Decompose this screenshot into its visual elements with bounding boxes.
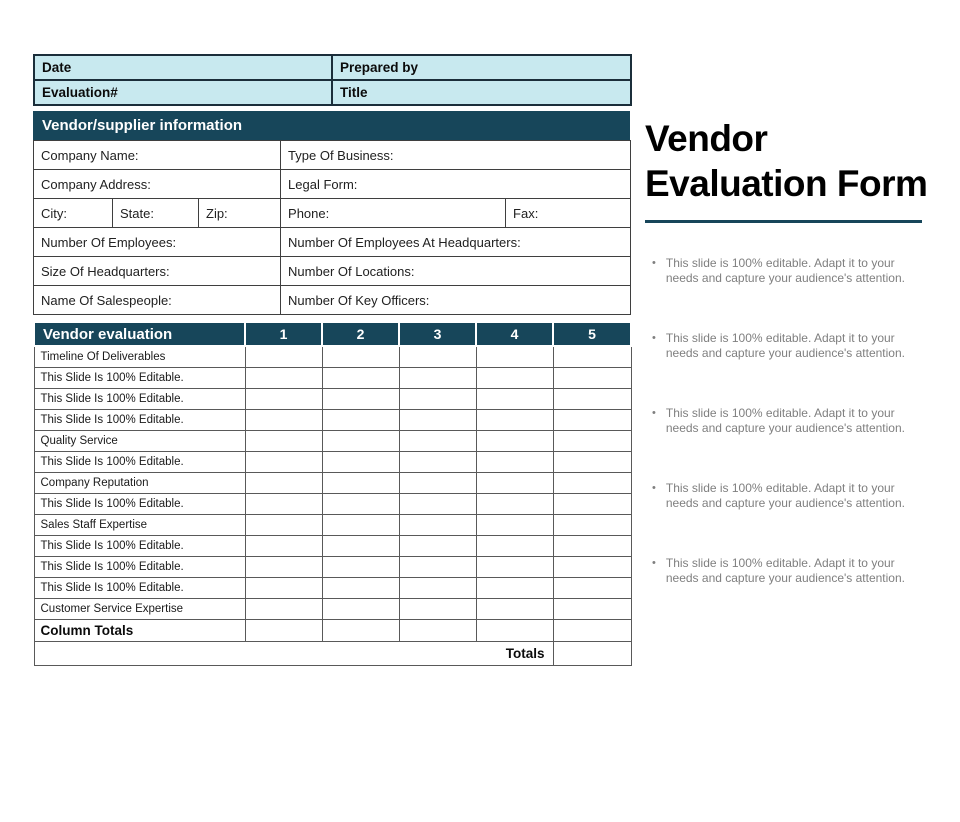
score-cell[interactable] [553,556,631,577]
number-of-key-officers-field[interactable]: Number Of Key Officers: [281,286,631,315]
bullet-list [645,256,945,585]
score-cell[interactable] [245,451,322,472]
score-cell[interactable] [245,514,322,535]
score-cell[interactable] [322,346,399,367]
score-cell[interactable] [245,346,322,367]
score-cell[interactable] [476,514,553,535]
prepared-by-field[interactable]: Prepared by [332,55,631,80]
column-totals-label: Column Totals [34,619,245,641]
bullet-dot-icon: • [652,332,656,344]
score-cell[interactable] [399,514,476,535]
vendor-form-panel [33,54,630,666]
score-column-header-4: 4 [476,322,553,346]
score-cell[interactable] [553,577,631,598]
score-cell[interactable] [322,451,399,472]
score-cell[interactable] [553,346,631,367]
score-cell[interactable] [245,493,322,514]
score-cell[interactable] [322,577,399,598]
score-cell[interactable] [476,388,553,409]
totals-label: Totals [34,641,553,665]
city-field[interactable]: City: [34,199,113,228]
criterion-label: This Slide Is 100% Editable. [34,535,245,556]
vendor-info-section-header: Vendor/supplier information [33,111,630,140]
score-column-header-2: 2 [322,322,399,346]
score-cell[interactable] [553,535,631,556]
bullet-item [645,556,945,585]
criterion-label: This Slide Is 100% Editable. [34,577,245,598]
table-row [34,55,631,80]
criterion-label: Sales Staff Expertise [34,514,245,535]
criterion-label: Company Reputation [34,472,245,493]
bullet-dot-icon: • [652,257,656,269]
vendor-evaluation-title: Vendor evaluation [34,322,245,346]
score-column-header-3: 3 [399,322,476,346]
company-address-field[interactable]: Company Address: [34,170,281,199]
score-cell[interactable] [399,598,476,619]
score-cell[interactable] [322,430,399,451]
bullet-text: This slide is 100% editable. Adapt it to your needs and capture your audience's attention. [665,481,905,510]
sidebar [645,116,945,585]
criterion-row [34,346,631,367]
score-cell[interactable] [399,367,476,388]
criterion-label: This Slide Is 100% Editable. [34,493,245,514]
table-row [34,199,631,228]
date-field[interactable]: Date [34,55,332,80]
score-cell[interactable] [553,598,631,619]
bullet-item [645,406,945,435]
number-of-employees-field[interactable]: Number Of Employees: [34,228,281,257]
score-column-header-5: 5 [553,322,631,346]
score-cell[interactable] [476,535,553,556]
bullet-text: This slide is 100% editable. Adapt it to your needs and capture your audience's attention. [665,256,905,285]
table-row [34,257,631,286]
page-title: Vendor Evaluation Form [645,118,928,204]
type-of-business-field[interactable]: Type Of Business: [281,141,631,170]
score-cell[interactable] [245,472,322,493]
criterion-row [34,451,631,472]
score-cell[interactable] [322,367,399,388]
criterion-row [34,367,631,388]
score-cell[interactable] [476,556,553,577]
score-cell[interactable] [399,430,476,451]
score-cell[interactable] [322,598,399,619]
criterion-label: This Slide Is 100% Editable. [34,388,245,409]
score-cell[interactable] [553,430,631,451]
criterion-row [34,409,631,430]
score-cell[interactable] [553,388,631,409]
score-cell[interactable] [399,577,476,598]
bullet-text: This slide is 100% editable. Adapt it to your needs and capture your audience's attention. [665,331,905,360]
score-cell[interactable] [245,535,322,556]
evaluation-header-row [34,322,631,346]
bullet-dot-icon: • [652,557,656,569]
score-cell[interactable] [399,388,476,409]
fax-field[interactable]: Fax: [506,199,631,228]
header-info-table [33,54,632,106]
phone-field[interactable]: Phone: [281,199,506,228]
score-cell[interactable] [245,367,322,388]
criterion-row [34,535,631,556]
title-underline [645,220,922,223]
criterion-row [34,472,631,493]
criterion-label: This Slide Is 100% Editable. [34,367,245,388]
column-total-cell[interactable] [553,619,631,641]
score-cell[interactable] [476,367,553,388]
bullet-dot-icon: • [652,482,656,494]
score-cell[interactable] [399,472,476,493]
score-cell[interactable] [245,430,322,451]
score-cell[interactable] [399,409,476,430]
bullet-text: This slide is 100% editable. Adapt it to your needs and capture your audience's attention. [665,556,905,585]
score-cell[interactable] [553,493,631,514]
score-cell[interactable] [399,451,476,472]
score-cell[interactable] [245,577,322,598]
vendor-info-table [33,140,631,315]
score-cell[interactable] [322,409,399,430]
criterion-row [34,388,631,409]
criterion-row [34,514,631,535]
score-cell[interactable] [476,598,553,619]
table-row [34,228,631,257]
criterion-label: This Slide Is 100% Editable. [34,409,245,430]
grand-total-cell[interactable] [553,641,631,665]
criterion-label: This Slide Is 100% Editable. [34,556,245,577]
criterion-row [34,430,631,451]
size-of-headquarters-field[interactable]: Size Of Headquarters: [34,257,281,286]
employees-at-headquarters-field[interactable]: Number Of Employees At Headquarters: [281,228,631,257]
legal-form-field[interactable]: Legal Form: [281,170,631,199]
score-cell[interactable] [553,409,631,430]
criterion-label: Customer Service Expertise [34,598,245,619]
score-cell[interactable] [245,388,322,409]
table-row [34,80,631,105]
score-cell[interactable] [476,346,553,367]
score-cell[interactable] [476,451,553,472]
score-cell[interactable] [245,409,322,430]
evaluation-number-field[interactable]: Evaluation# [34,80,332,105]
bullet-text: This slide is 100% editable. Adapt it to your needs and capture your audience's attention. [665,406,905,435]
grand-totals-row [34,641,631,665]
score-cell[interactable] [476,472,553,493]
bullet-item [645,256,945,285]
score-cell[interactable] [399,346,476,367]
criterion-label: This Slide Is 100% Editable. [34,451,245,472]
score-cell[interactable] [322,514,399,535]
bullet-dot-icon: • [652,407,656,419]
criterion-row [34,556,631,577]
company-name-field[interactable]: Company Name: [34,141,281,170]
score-cell[interactable] [322,493,399,514]
score-cell[interactable] [245,598,322,619]
criterion-label: Quality Service [34,430,245,451]
bullet-item [645,331,945,360]
criterion-label: Timeline Of Deliverables [34,346,245,367]
score-cell[interactable] [553,367,631,388]
criterion-row [34,493,631,514]
score-cell[interactable] [476,409,553,430]
score-cell[interactable] [553,514,631,535]
column-total-cell[interactable] [399,619,476,641]
score-cell[interactable] [399,493,476,514]
score-cell[interactable] [245,556,322,577]
criterion-row [34,577,631,598]
score-cell[interactable] [322,472,399,493]
title-field[interactable]: Title [332,80,631,105]
score-cell[interactable] [553,472,631,493]
table-row [34,141,631,170]
score-cell[interactable] [553,451,631,472]
zip-field[interactable]: Zip: [199,199,281,228]
score-cell[interactable] [399,535,476,556]
score-cell[interactable] [476,430,553,451]
column-total-cell[interactable] [245,619,322,641]
table-row [34,286,631,315]
score-cell[interactable] [399,556,476,577]
column-total-cell[interactable] [322,619,399,641]
bullet-item [645,481,945,510]
score-cell[interactable] [322,388,399,409]
score-cell[interactable] [322,535,399,556]
number-of-locations-field[interactable]: Number Of Locations: [281,257,631,286]
vendor-evaluation-table [33,321,632,666]
criterion-row [34,598,631,619]
score-cell[interactable] [476,493,553,514]
score-column-header-1: 1 [245,322,322,346]
score-cell[interactable] [322,556,399,577]
table-row [34,170,631,199]
state-field[interactable]: State: [113,199,199,228]
name-of-salespeople-field[interactable]: Name Of Salespeople: [34,286,281,315]
column-totals-row [34,619,631,641]
column-total-cell[interactable] [476,619,553,641]
score-cell[interactable] [476,577,553,598]
